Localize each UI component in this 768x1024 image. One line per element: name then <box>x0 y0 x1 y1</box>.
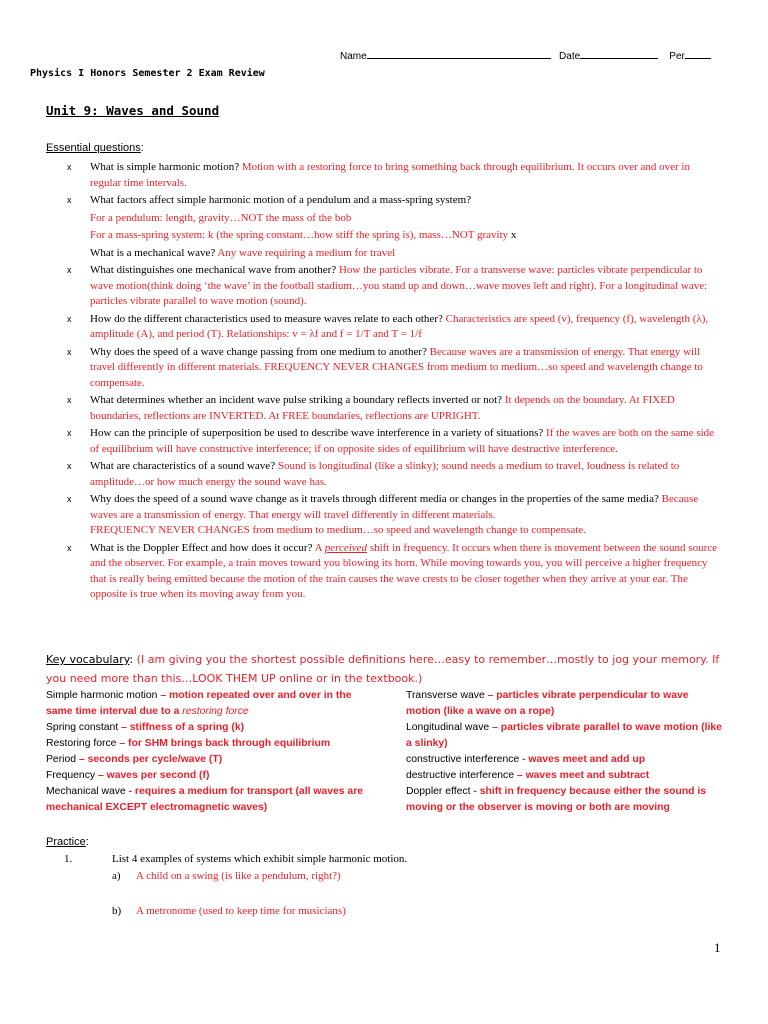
unit-title: Unit 9: Waves and Sound <box>46 103 220 118</box>
vocab-list-left <box>46 688 366 816</box>
vocab-item: constructive interference - waves meet and add up <box>406 754 646 765</box>
practice-answer-a: a) A child on a swing (is like a pendulum, right?) <box>112 870 341 882</box>
vocab-item: destructive interference – waves meet and subtract <box>406 770 650 781</box>
name-label: Name <box>340 51 367 62</box>
vocab-item: Doppler effect - shift in frequency because either the sound is moving or the observer is moving or both are moving <box>406 786 707 813</box>
vocab-item: Transverse wave – particles vibrate perpendicular to wave motion (like a wave on a rope) <box>406 690 689 717</box>
question-item: x What is simple harmonic motion? Motion with a restoring force to bring something back through equilibrium. It occurs over and over in regular time intervals. <box>67 161 690 189</box>
vocab-list-right <box>406 688 726 816</box>
vocab-item: Mechanical wave - requires a medium for transport (all waves are mechanical EXCEPT electromagnetic waves) <box>46 786 364 813</box>
bullet-marker: x <box>67 313 72 324</box>
student-info-header <box>340 48 711 62</box>
bullet-marker: x <box>67 428 72 438</box>
course-title: Physics I Honors Semester 2 Exam Review <box>30 68 265 79</box>
vocab-item: Period – seconds per cycle/wave (T) <box>46 754 223 765</box>
vocab-item: Spring constant – stiffness of a spring (k) <box>46 722 245 733</box>
period-label: Per <box>669 51 685 62</box>
question-item: x How do the different characteristics used to measure waves relate to each other? Characteristics are speed (v), frequency (f), wavelength (λ), amplitude (A), and period (T). Relationships: v = λf and f = 1/T and T = 1/f <box>67 312 709 340</box>
vocab-item: Restoring force – for SHM brings back through equilibrium <box>46 738 331 749</box>
bullet-marker: x <box>67 461 72 471</box>
practice-heading: Practice: <box>46 836 89 848</box>
essential-questions-heading: Essential questions: <box>46 142 144 154</box>
question-item: What is a mechanical wave? Any wave requiring a medium for travel <box>90 246 396 259</box>
page-number: 1 <box>714 940 721 955</box>
question-item: x Why does the speed of a sound wave change as it travels through different media or changes in the properties of the same media? Because waves are a transmission of energy. That energy will travel differently in different materials. FREQUENCY NEVER CHANGES from medium to medium…so speed and wavelength change to compensate. <box>67 493 699 536</box>
question-item: x Why does the speed of a wave change passing from one medium to another? Because waves are a transmission of energy. That energy will travel differently in different materials. FREQUENCY NEVER CHANGES from medium to medium…so speed and wavelength change to compensate. <box>67 345 703 389</box>
bullet-marker: x <box>67 542 72 553</box>
bullet-marker: x <box>67 195 72 205</box>
period-blank-line[interactable] <box>685 48 711 59</box>
question-item: x How can the principle of superposition be used to describe wave interference in a variety of situations? If the waves are both on the same side of equilibrium will have constructive interference; if on opposite sides of equilibrium will have destructive interference. <box>67 427 715 455</box>
question-item: x What distinguishes one mechanical wave from another? How the particles vibrate. For a transverse wave: particles vibrate perpendicular to wave motion(think doing ‘the wave’ in the football stadium…you stand up and down…wave moves left and right). For a longitudinal wave: particles vibrate parallel to wave motion (sound). <box>67 264 708 307</box>
question-item: x What factors affect simple harmonic motion of a pendulum and a mass-spring system? <box>90 193 722 209</box>
answer-line: For a pendulum: length, gravity…NOT the mass of the bob <box>90 211 352 224</box>
answer-line: For a mass-spring system: k (the spring constant…how stiff the spring is), mass…NOT gravity x <box>90 229 517 241</box>
bullet-marker: x <box>67 494 72 504</box>
question-item: x What are characteristics of a sound wave? Sound is longitudinal (like a slinky); sound needs a medium to travel, loudness is related to amplitude…or how much energy the sound wave has. <box>67 460 680 488</box>
bullet-marker: x <box>67 162 72 172</box>
vocab-item: Simple harmonic motion – motion repeated over and over in the same time interval due to a restoring force <box>46 690 352 717</box>
practice-answer-b: b) A metronome (used to keep time for musicians) <box>112 905 346 917</box>
key-vocabulary-heading: Key vocabulary: (I am giving you the shortest possible definitions here…easy to remember…mostly to jog your memory. If you need more than this…LOOK THEM UP online or in the textbook.) <box>46 653 720 685</box>
bullet-marker: x <box>67 346 72 357</box>
vocab-item: Longitudinal wave – particles vibrate parallel to wave motion (like a slinky) <box>406 722 722 749</box>
date-label: Date <box>559 51 581 62</box>
question-item: x What determines whether an incident wave pulse striking a boundary reflects inverted or not? It depends on the boundary. At FIXED boundaries, reflections are INVERTED. At FREE boundaries, reflections are UPRIGHT. <box>67 394 675 422</box>
question-item: x What is the Doppler Effect and how does it occur? A perceived shift in frequency. It occurs when there is movement between the sound source and the observer. For example, a train moves toward you blowing its horn. While moving towards you, you will perceive a higher frequency that is really being emitted because the motion of the train causes the wave crests to be closer together when they arrive at your ear. The opposite is true when its moving away from you. <box>67 541 718 600</box>
bullet-marker: x <box>67 265 72 275</box>
essential-questions-list <box>67 160 722 605</box>
bullet-marker: x <box>67 395 72 405</box>
date-blank-line[interactable] <box>580 48 658 59</box>
vocab-item: Frequency – waves per second (f) <box>46 770 210 781</box>
name-blank-line[interactable] <box>367 48 551 59</box>
practice-item-1: 1. List 4 examples of systems which exhibit simple harmonic motion. <box>64 853 408 865</box>
